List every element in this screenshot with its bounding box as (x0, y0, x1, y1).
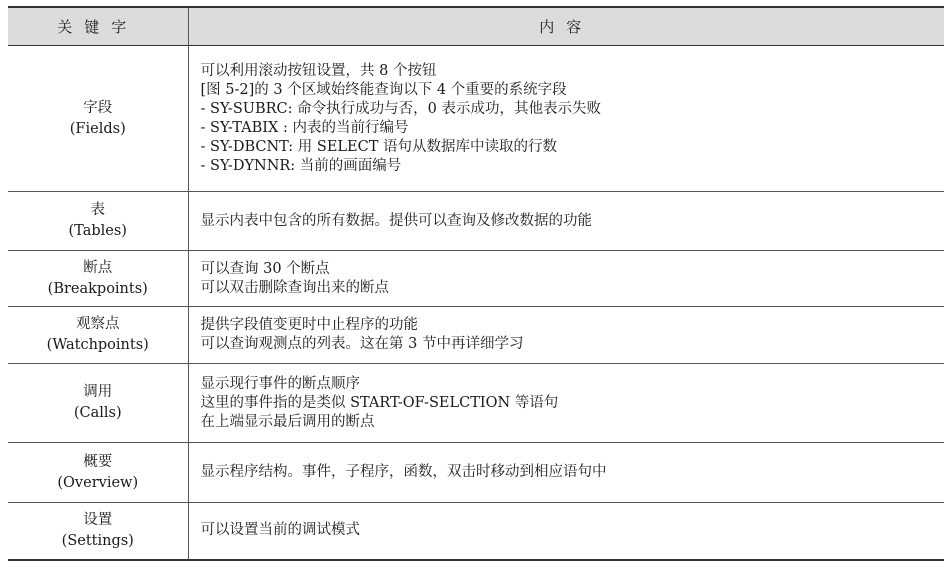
content-line: 显示现行事件的断点顺序 (200, 375, 360, 392)
keyword-name: 表 (90, 202, 105, 218)
table-row-tables (8, 192, 944, 251)
keyword-english: (Calls) (73, 405, 122, 421)
content-line: 在上端显示最后调用的断点 (200, 413, 375, 430)
content-line: 这里的事件指的是类似 START-OF-SELCTION 等语句 (200, 394, 559, 411)
keyword-name: 断点 (83, 259, 113, 276)
content-line: - SY-SUBRC: 命令执行成功与否，0 表示成功，其他表示失败 (200, 100, 601, 117)
content-line: - SY-DBCNT: 用 SELECT 语句从数据库中读取的行数 (200, 138, 558, 155)
keyword-cell (8, 251, 188, 307)
keyword-cell (8, 503, 188, 560)
content-cell (188, 192, 944, 251)
keyword-name: 调用 (83, 384, 113, 400)
keyword-name: 概要 (83, 453, 113, 470)
keyword-cell (8, 443, 188, 503)
content-cell (188, 307, 944, 364)
keyword-name: 字段 (83, 99, 113, 116)
content-cell (188, 46, 944, 192)
table-row-fields (8, 46, 944, 192)
table-header-row (8, 7, 944, 46)
table-row-watchpoints (8, 307, 944, 364)
keyword-cell (8, 364, 188, 443)
content-line: 可以查询观测点的列表。这在第 3 节中再详细学习 (200, 336, 524, 352)
content-line: 显示程序结构。事件，子程序，函数，双击时移动到相应语句中 (200, 464, 607, 480)
content-cell (188, 503, 944, 560)
keyword-english: (Tables) (68, 223, 127, 239)
content-line: - SY-TABIX : 内表的当前行编号 (200, 119, 409, 136)
header-content: 内容 (188, 7, 944, 46)
content-line: 可以设置当前的调试模式 (200, 522, 360, 539)
table-row-calls (8, 364, 944, 443)
content-line: 显示内表中包含的所有数据。提供可以查询及修改数据的功能 (200, 212, 592, 229)
keyword-name: 设置 (83, 511, 113, 528)
keyword-cell (8, 307, 188, 364)
keyword-name: 观察点 (76, 316, 120, 332)
content-cell (188, 251, 944, 307)
table-row-breakpoints (8, 251, 944, 307)
content-line: 提供字段值变更时中止程序的功能 (200, 317, 418, 333)
keyword-cell (8, 46, 188, 192)
keyword-english: (Overview) (57, 474, 139, 491)
header-keyword: 关键字 (8, 7, 188, 46)
content-line: 可以双击删除查询出来的断点 (200, 279, 389, 296)
table-row-overview (8, 443, 944, 503)
content-line: 可以查询 30 个断点 (200, 260, 330, 277)
content-cell (188, 443, 944, 503)
content-cell (188, 364, 944, 443)
keyword-english: (Fields) (69, 120, 126, 137)
content-line: - SY-DYNNR: 当前的画面编号 (200, 157, 402, 174)
keyword-english: (Breakpoints) (47, 280, 148, 297)
content-line: 可以利用滚动按钮设置，共 8 个按钮 (200, 62, 437, 79)
content-line: [图 5-2]的 3 个区域始终能查询以下 4 个重要的系统字段 (200, 81, 567, 98)
keyword-english: (Settings) (61, 532, 134, 549)
keyword-cell (8, 192, 188, 251)
table-row-settings (8, 503, 944, 560)
keyword-english: (Watchpoints) (46, 337, 149, 353)
keyword-table (8, 6, 944, 561)
